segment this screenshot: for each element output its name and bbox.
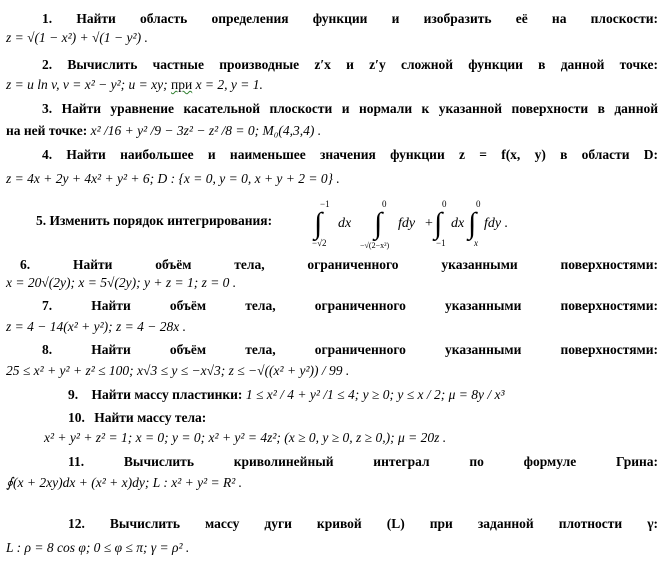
problem-text: Найти массу пластинки: xyxy=(91,387,243,402)
i1-var: dx xyxy=(338,216,352,231)
i4-lower: x xyxy=(474,238,478,248)
integral-sign-icon: ∫ xyxy=(314,207,323,240)
i2-body: fdy xyxy=(398,216,416,231)
i3-lower: −1 xyxy=(436,238,446,248)
i2-upper: 0 xyxy=(382,199,387,209)
problem-11-formula: ∮(x + 2xy)dx + (x² + x)dy; L : x² + y² = R² . xyxy=(6,475,243,490)
problem-text: Найти массу тела: xyxy=(94,410,207,425)
problem-1-formula: z = √(1 − x²) + √(1 − y²) . xyxy=(6,30,148,45)
problem-4 xyxy=(6,146,658,163)
problem-text: Изменить порядок интегрирования: xyxy=(49,213,273,228)
problem-7-formula: z = 4 − 14(x² + y²); z = 4 − 28x . xyxy=(6,319,186,334)
integral-sign-icon: ∫ xyxy=(434,207,443,240)
problem-9-formula: 1 ≤ x² / 4 + y² /1 ≤ 4; y ≥ 0; y ≤ x / 2; μ = 8y / x³ xyxy=(245,387,505,402)
problem-number: 6. xyxy=(20,257,31,272)
problem-5-label xyxy=(36,212,272,229)
problem-4-formula: z = 4x + 2y + 4x² + y² + 6; D : {x = 0, y = 0, x + y + 2 = 0} . xyxy=(6,171,340,186)
at-word: при xyxy=(170,77,193,92)
problem-number: 1. xyxy=(42,11,53,26)
problem-number: 3. xyxy=(42,101,53,116)
integral-sign-icon: ∫ xyxy=(374,207,383,240)
problem-text: Найти объём тела, ограниченного указанными поверхностями: xyxy=(91,298,658,313)
formula-part: x = 2, y = 1. xyxy=(195,77,263,92)
problem-text: Найти объём тела, ограниченного указанными поверхностями: xyxy=(91,342,658,357)
problem-7 xyxy=(6,297,658,314)
problem-number: 11. xyxy=(68,454,85,469)
problem-text: Найти область определения функции и изобразить её на плоскости: xyxy=(76,11,659,26)
problem-2-formula xyxy=(6,76,658,93)
problem-1 xyxy=(6,10,658,27)
i2-lower: −√(2−x²) xyxy=(360,241,390,250)
problem-number: 12. xyxy=(68,516,85,531)
problem-6 xyxy=(6,256,658,273)
problem-6-formula: x = 20√(2y); x = 5√(2y); y + z = 1; z = 0 . xyxy=(6,275,237,290)
problem-number: 2. xyxy=(42,57,53,72)
problem-text: Найти объём тела, ограниченного указанными поверхностями: xyxy=(72,257,659,272)
problem-number: 10. xyxy=(68,410,85,425)
problem-number: 9. xyxy=(68,387,79,402)
problem-text-cont: на ней точке: xyxy=(6,123,88,138)
problem-text: Найти наибольшее и наименьшее значения функции z = f(x, y) в области D: xyxy=(66,147,658,162)
problem-9 xyxy=(6,386,658,403)
i1-upper: −1 xyxy=(320,199,330,209)
problem-3 xyxy=(6,100,658,117)
plus-sign: + xyxy=(425,216,433,231)
i4-upper: 0 xyxy=(476,199,481,209)
integral-sign-icon: ∫ xyxy=(468,207,477,240)
problem-2 xyxy=(6,56,658,73)
problem-10 xyxy=(6,409,658,426)
problem-8 xyxy=(6,341,658,358)
problem-number: 5. xyxy=(36,213,47,228)
problem-text: Найти уравнение касательной плоскости и нормали к указанной поверхности в данной xyxy=(61,101,658,116)
problem-12-formula: L : ρ = 8 cos φ; 0 ≤ φ ≤ π; γ = ρ² . xyxy=(6,540,190,555)
problem-text: Вычислить криволинейный интеграл по формуле Грина: xyxy=(123,454,659,469)
problem-8-formula: 25 ≤ x² + y² + z² ≤ 100; x√3 ≤ y ≤ −x√3; z ≤ −√((x² + y²)) / 99 . xyxy=(6,363,350,378)
i3-var: dx xyxy=(451,216,465,231)
problem-3-formula: x² /16 + y² /9 − 3z² − z² /8 = 0; M₀(4,3,4) . xyxy=(90,123,322,138)
problem-12 xyxy=(6,515,658,532)
problem-5 xyxy=(36,198,636,250)
i3-upper: 0 xyxy=(442,199,447,209)
problem-3-line2 xyxy=(6,122,658,139)
problem-text: Вычислить массу дуги кривой (L) при заданной плотности γ: xyxy=(109,516,659,531)
problem-11 xyxy=(6,453,658,470)
integral-expression xyxy=(312,198,532,250)
problem-text: Вычислить частные производные z′x и z′y сложной функции в данной точке: xyxy=(67,57,659,72)
i4-body: fdy . xyxy=(484,216,509,231)
problem-10-formula: x² + y² + z² = 1; x = 0; y = 0; x² + y² = 4z²; (x ≥ 0, y ≥ 0, z ≥ 0,); μ = 20z . xyxy=(44,430,447,445)
problem-number: 8. xyxy=(42,342,53,357)
problem-number: 4. xyxy=(42,147,53,162)
formula-part: z = u ln v, v = x² − y²; u = xy; xyxy=(6,77,168,92)
problem-number: 7. xyxy=(42,298,53,313)
i1-lower: −√2 xyxy=(312,238,327,248)
